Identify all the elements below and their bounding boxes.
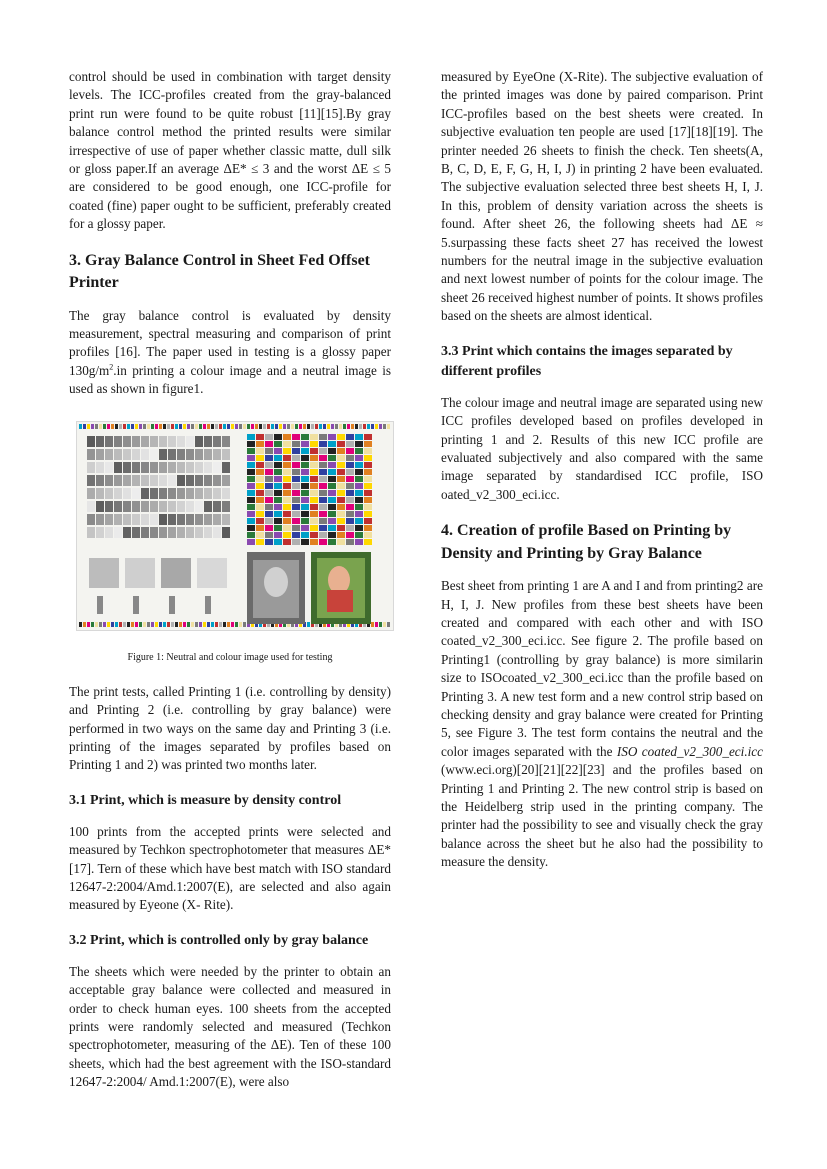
paragraph-italic-profile: ISO coated_v2_300_eci.icc xyxy=(616,743,763,759)
paragraph-gray-balance-evaluation xyxy=(69,307,391,399)
figure-1 xyxy=(69,421,391,633)
paragraph-text-b: (www.eci.org)[20][21][22][23] and the profiles based on Printing 1 and Printing 2. The new control strip is based on the Heidelberg strip used in the printing company. The printer had the possibility to see and visually check the gray balance across the sheet but he also had the possibility to measure the density. xyxy=(441,762,763,870)
section-3-1-heading: 3.1 Print, which is measure by density control xyxy=(69,792,342,808)
paragraph-intro-continued: control should be used in combination with target density levels. The ICC-profiles created from the gray-balanced print run were found to be quite robust [11][15].By gray balance control method the printed results were similar irrespective of use of paper whether classic matte, dull silk or gloss paper.If an average ΔE* ≤ 3 and the worst ΔE ≤ 5 are considered to be good enough, one ICC-profile for coated (fine) paper ought to be sufficient, preferably created for a glossy paper. xyxy=(69,69,391,232)
superscript-2: 2 xyxy=(109,362,114,372)
paragraph-print-tests: The print tests, called Printing 1 (i.e. controlling by density) and Printing 2 (i.e. controlling by gray balance) were performed in two ways on the same day and Printing 3 (i.e. printing of the images separated by profiles based on Printing 1 and 2) was printed two months later. xyxy=(69,683,391,773)
section-4-heading: 4. Creation of profile Based on Printing by Density and Printing by Gray Balance xyxy=(441,522,732,562)
paragraph-separated-images: The colour image and neutral image are separated using new ICC profiles developed based on profiles developed in printing 1 and 2. Results of this new ICC profile are evaluated subjectively and also compared with the same image separated by standardised ICC profile, ISO oated_v2_300_eci.icc. xyxy=(441,394,763,502)
section-3-heading: 3. Gray Balance Control in Sheet Fed Offset Printer xyxy=(69,251,371,292)
paragraph-profile-creation xyxy=(441,577,763,872)
section-3-2-heading: 3.2 Print, which is controlled only by gray balance xyxy=(69,932,369,948)
paragraph-gray-balance-print: The sheets which were needed by the printer to obtain an acceptable gray balance were collected and measured in order to check human eyes. 100 sheets from the accepted prints were randomly selected and measured (Techkon spectrophotometer, measuring of the ΔE). Ten of these 100 sheets, which had the best agreement with the ISO-standard 12647-2:2004/ Amd.1:2007(E), were also xyxy=(69,963,391,1090)
paragraph-density-control: 100 prints from the accepted prints were selected and measured by Techkon spectrophotometer that measures ΔE* [17]. Tern of these which have best match with ISO standard 12647-2:2004/Amd.1:2007(E), are selected and also again measured by Eyeone (X- Rite). xyxy=(69,823,391,913)
paragraph-text-a: Best sheet from printing 1 are A and I and from printing2 are H, I, J. New profiles from these best sheets have been created and compared with each other and with ISO coated_v2_300_eci.icc. See figure 2. The profile based on Printing1 (controlling by gray balance) is more similarin size to ISOcoated_v2_300_eci.icc than the profile based on Printing 3. A new test form and a new control strip based on checking density and gray balance were created for Printing 5, see Figure 3. The test form contains the neutral and the color images separated with the xyxy=(441,578,763,759)
right-column xyxy=(441,68,763,872)
paragraph-subjective-evaluation: measured by EyeOne (X-Rite). The subjective evaluation of the printed images was done by paired comparison. Print ICC-profiles based on the best sheets were created. In subjective evaluation ten people are used [17][18][19]. The printer needed 26 sheets to finish the check. Ten sheets(A, B, C, D, E, F, G, H, I, J) in printing 2 have been evaluated. The subjective evaluation selected three best sheets H, I, J. In this, problem of density variation across the sheets is found. After sheet 26, the following sheets had ΔE ≈ 5.surpassing these facts sheet 27 has received the lowest numbers for the neutral image in the subjective evaluation and next lowest number of points for the colour image. The sheet 26 received highest number of points. It shows profiles based on the sheets are almost identical. xyxy=(441,69,763,324)
test-form-image xyxy=(76,421,394,631)
figure-1-caption: Figure 1: Neutral and colour image used for testing xyxy=(127,651,333,663)
paragraph-text-a: The gray balance control is evaluated by density measurement, spectral measuring and comparison of print profiles [16]. The paper used in testing is a glossy paper 130g/m xyxy=(69,307,391,378)
left-column xyxy=(69,68,391,1092)
paragraph-text-b: .in printing a colour image and a neutral image is used as shown in figure1. xyxy=(69,362,391,397)
section-3-3-heading: 3.3 Print which contains the images separated by different profiles xyxy=(441,343,733,379)
